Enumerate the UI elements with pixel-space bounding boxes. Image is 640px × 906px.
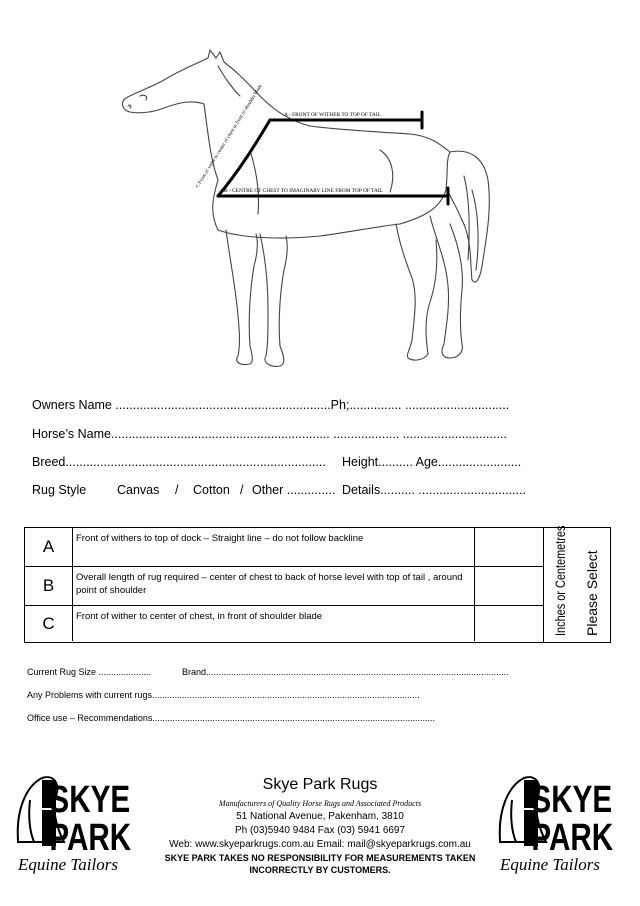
- measurement-table: [24, 527, 611, 643]
- horse-illustration: [100, 40, 520, 380]
- brand-field[interactable]: Brand.........................................................................................................................: [182, 667, 509, 677]
- details-field[interactable]: Details.......... ...............................: [342, 483, 527, 497]
- slash-separator: /: [175, 483, 179, 497]
- skye-park-logo-right: [494, 770, 614, 878]
- measurement-input-c[interactable]: [474, 606, 543, 641]
- measurement-input-b[interactable]: [474, 567, 543, 605]
- canvas-option[interactable]: Canvas: [117, 483, 160, 497]
- units-label: Inches or Centemetres: [552, 525, 568, 636]
- row-description: Front of withers to top of dock – Straight line – do not follow backline: [76, 533, 364, 544]
- skye-park-logo-left: [12, 770, 132, 878]
- responsibility-warning: INCORRECTLY BY CUSTOMERS.: [249, 865, 391, 875]
- problems-field[interactable]: Any Problems with current rugs...........................................................................................................: [27, 690, 420, 700]
- footer: [0, 770, 640, 890]
- logo-text: PARK: [531, 816, 614, 859]
- rug-style-label: Rug Style: [32, 483, 87, 497]
- responsibility-warning: SKYE PARK TAKES NO RESPONSIBILITY FOR MEASUREMENTS TAKEN: [164, 853, 476, 863]
- row-description: Front of wither to center of chest, in front of shoulder blade: [76, 611, 323, 622]
- label-b: B - CENTRE OF CHEST TO IMAGINARY LINE FROM TOP OF TAIL: [224, 188, 383, 194]
- company-address: 51 National Avenue, Pakenham, 3810: [236, 811, 404, 822]
- other-option[interactable]: Other ..............: [252, 483, 336, 497]
- table-row: [25, 567, 543, 606]
- cotton-option[interactable]: Cotton: [193, 483, 230, 497]
- logo-tagline: Equine Tailors: [500, 855, 600, 874]
- logo-text: SKYE: [531, 778, 613, 821]
- logo-text: SKYE: [49, 778, 131, 821]
- label-a: A - FRONT OF WITHER TO TOP OF TAIL: [284, 112, 381, 118]
- company-name: Skye Park Rugs: [262, 776, 378, 793]
- row-description: Overall length of rug required – center of chest to back of horse level with top of tail , around point of shoulder: [76, 572, 463, 596]
- company-web-email[interactable]: Web: www.skyeparkrugs.com.au Email: mail@skyeparkrugs.com.au: [169, 839, 471, 850]
- row-letter: C: [25, 606, 73, 641]
- current-rug-size-field[interactable]: Current Rug Size .....................: [27, 667, 152, 677]
- company-subtitle: Manufacturers of Quality Horse Rugs and Associated Products: [218, 799, 422, 808]
- slash-separator: /: [240, 483, 244, 497]
- table-row: [25, 606, 543, 641]
- horses-name-field[interactable]: Horse’s Name............................................................... ................... ..............................: [32, 427, 507, 441]
- company-info: [150, 776, 490, 876]
- row-letter: A: [25, 528, 73, 566]
- table-row: [25, 528, 543, 567]
- office-use-field[interactable]: Office use – Recommendations.................................................................................................................: [27, 713, 435, 723]
- logo-text: PARK: [49, 816, 132, 859]
- height-age-field[interactable]: Height.......... Age........................: [342, 455, 522, 469]
- horse-measurement-diagram: [100, 40, 520, 380]
- please-select-label: Please Select: [584, 550, 600, 636]
- measurement-input-a[interactable]: [474, 528, 543, 566]
- owners-name-field[interactable]: Owners Name ..............................................................Ph;............... ..............................: [32, 398, 510, 412]
- company-phone: Ph (03)5940 9484 Fax (03) 5941 6697: [234, 825, 406, 836]
- row-letter: B: [25, 567, 73, 605]
- breed-field[interactable]: Breed...........................................................................: [32, 455, 326, 469]
- label-c: C Front of withe to center of chest in front of shoulder blade: [195, 83, 264, 190]
- units-selector[interactable]: [543, 525, 612, 642]
- logo-tagline: Equine Tailors: [18, 855, 118, 874]
